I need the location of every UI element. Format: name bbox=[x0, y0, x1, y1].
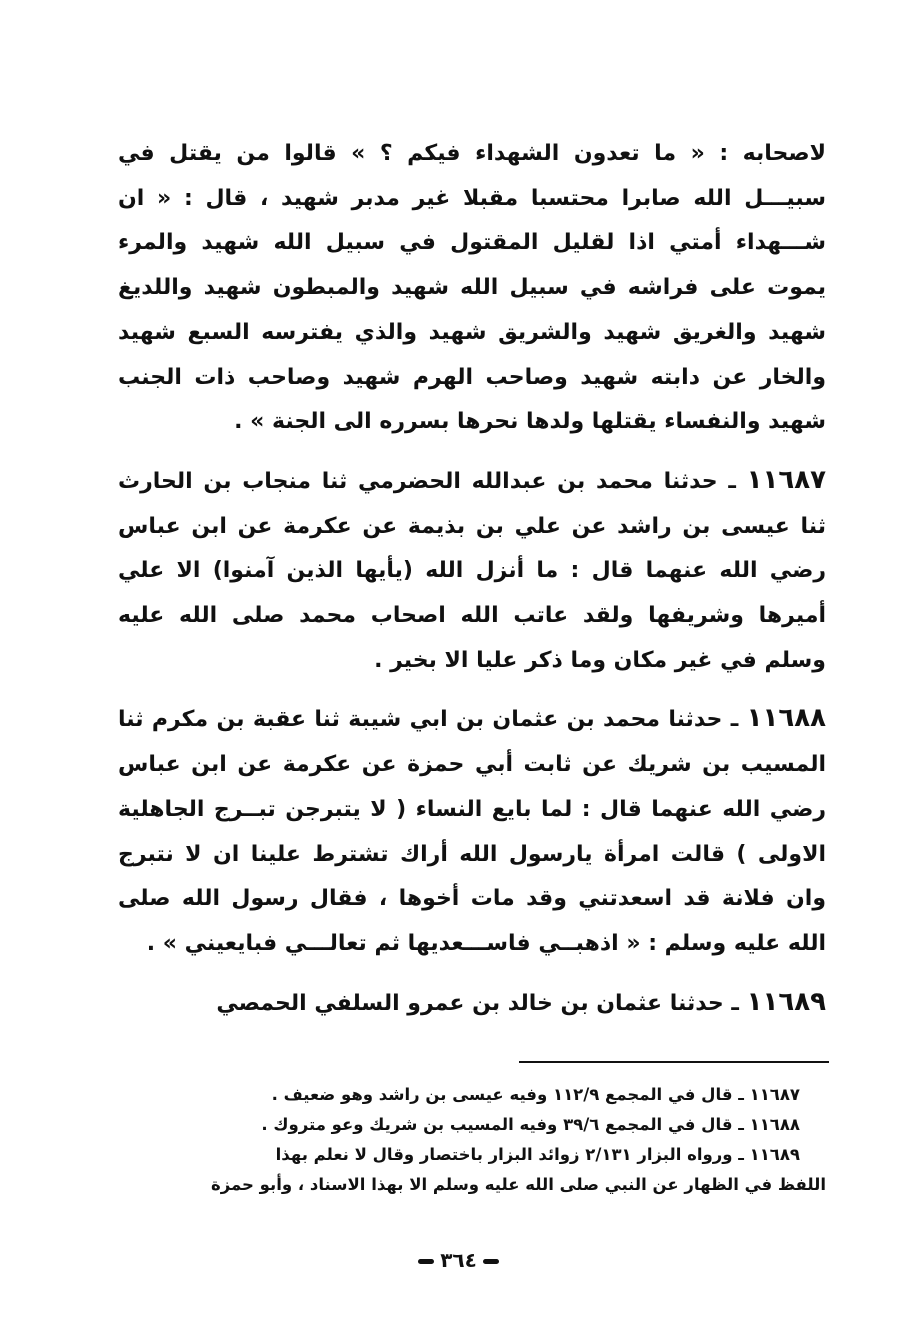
hadith-text: ـ حدثنا عثمان بن خالد بن عمرو السلفي الحمصي bbox=[216, 990, 739, 1016]
main-text bbox=[118, 132, 826, 1026]
hadith-text: ـ حدثنا محمد بن عبدالله الحضرمي ثنا منجاب بن الحارث ثنا عيسى بن راشد عن علي بن بذيمة عن عكرمة عن ابن عباس رضي الله عنهما قال : ما أنزل الله (يأيها الذين آمنوا) الا علي أميرها وشريفها ولقد عاتب الله اصحاب محمد صلى الله عليه وسلم في غير مكان وما ذكر عليا الا بخير . bbox=[118, 468, 826, 673]
page-number-ornament-left bbox=[483, 1259, 499, 1264]
footnote-divider bbox=[519, 1061, 829, 1063]
footnote-11688: ١١٦٨٨ ـ قال في المجمع ٣٩/٦ وفيه المسيب بن شريك وعو متروك . bbox=[261, 1115, 800, 1134]
hadith-number: ١١٦٨٧ bbox=[746, 464, 826, 495]
page-number-value: ٣٦٤ bbox=[440, 1248, 477, 1272]
hadith-11688 bbox=[118, 696, 826, 966]
footnote-11689-continuation: اللفظ في الظهار عن النبي صلى الله عليه وسلم الا بهذا الاسناد ، وأبو حمزة bbox=[210, 1175, 826, 1194]
hadith-11689 bbox=[118, 980, 826, 1027]
hadith-text: ـ حدثنا محمد بن عثمان بن ابي شيبة ثنا عقبة بن مكرم ثنا المسيب بن شريك عن ثابت أبي حمزة عن عكرمة عن ابن عباس رضي الله عنهما قال : لما بايع النساء ( لا يتبرجن تبــرج الجاهلية الاولى ) قالت امرأة يارسول الله أراك تشترط علينا ان لا نتبرج وان فلانة قد اسعدتني وقد مات أخوها ، فقال رسول الله صلى الله عليه وسلم : « اذهبــي فاســـعديها ثم تعالـــي فبايعيني » . bbox=[118, 707, 826, 956]
footnote-11687: ١١٦٨٧ ـ قال في المجمع ١١٢/٩ وفيه عيسى بن راشد وهو ضعيف . bbox=[271, 1085, 800, 1104]
hadith-11687 bbox=[118, 458, 826, 684]
page-number bbox=[0, 1248, 917, 1272]
hadith-number: ١١٦٨٨ bbox=[746, 703, 826, 734]
intro-paragraph: لاصحابه : « ما تعدون الشهداء فيكم ؟ » قالوا من يقتل في سبيـــل الله صابرا محتسبا مقبلا غير مدبر شهيد ، قال : « ان شـــهداء أمتي اذا لقليل المقتول في سبيل الله شهيد والمرء يموت على فراشه في سبيل الله شهيد والمبطون شهيد واللديغ شهيد والغريق شهيد والشريق شهيد والذي يفترسه السبع شهيد والخار عن دابته شهيد وصاحب الهرم شهيد وصاحب ذات الجنب شهيد والنفساء يقتلها ولدها نحرها بسرره الى الجنة » . bbox=[118, 141, 826, 435]
footnote-11689: ١١٦٨٩ ـ ورواه البزار ٢/١٣١ زوائد البزار باختصار وقال لا نعلم بهذا bbox=[275, 1145, 800, 1164]
page-number-ornament-right bbox=[418, 1259, 434, 1264]
footnotes bbox=[118, 1080, 826, 1200]
hadith-number: ١١٦٨٩ bbox=[746, 986, 826, 1017]
